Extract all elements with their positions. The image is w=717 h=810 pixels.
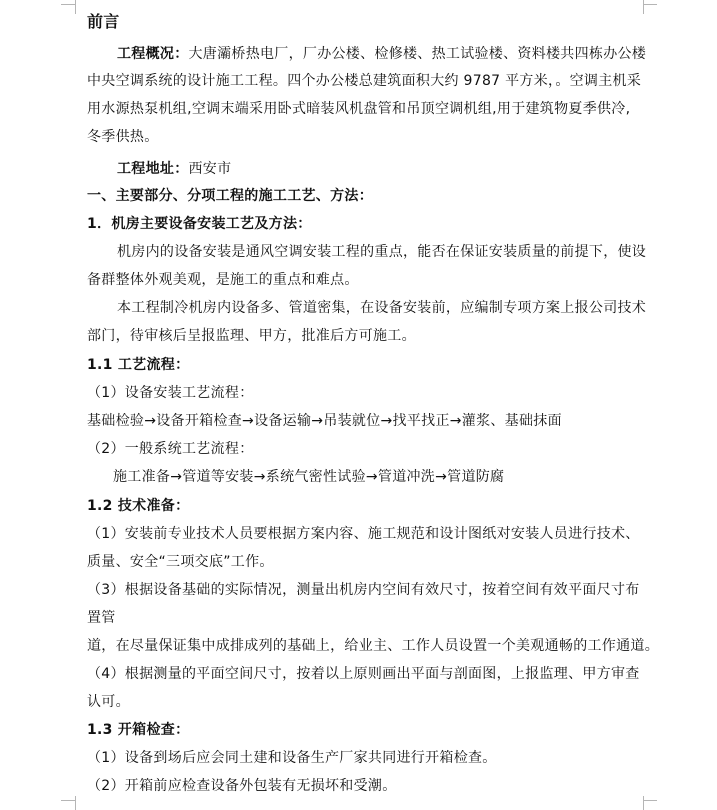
s12-item-4-line-1: （4）根据测量的平面空间尺寸，按着以上原则画出平面与剖面图，上报监理、甲方审查 [87, 666, 640, 682]
flow2-step: 施工准备 [113, 469, 171, 485]
address-value: 西安市 [188, 161, 232, 177]
overview-text-1: 大唐灞桥热电厂，厂办公楼、检修楼、热工试验楼、资料楼共四栋办公楼 [188, 46, 647, 62]
flow1-step: 设备开箱检查 [156, 413, 243, 429]
arrow-icon: → [380, 413, 393, 429]
flow1-step: 吊装就位 [323, 413, 381, 429]
flow1-step: 灌浆、基础抹面 [461, 413, 562, 429]
subsection-1-3-heading: 1.3 开箱检查： [87, 722, 190, 738]
s1-paragraph-2-line-2: 部门，待审核后呈报监理、甲方，批准后方可施工。 [87, 328, 416, 344]
s12-item-1-line-1: （1）安装前专业技术人员要根据方案内容、施工规范和设计图纸对安装人员进行技术、 [87, 526, 640, 542]
flow1-step: 基础检验 [87, 413, 145, 429]
flow2-step: 管道冲洗 [377, 469, 436, 485]
s11-item-1: （1）设备安装工艺流程： [87, 385, 254, 401]
flow1-step: 设备运输 [254, 413, 312, 429]
arrow-icon: → [435, 469, 448, 485]
overview-label: 工程概况： [117, 46, 189, 62]
crop-mark-bottom-right-h [643, 800, 657, 801]
address-label: 工程地址： [117, 161, 189, 177]
flow2-step: 管道防腐 [447, 469, 505, 485]
subsection-1-2-heading: 1.2 技术准备： [87, 498, 190, 514]
crop-mark-bottom-right-v [643, 796, 644, 810]
flow2-step: 系统气密性试验 [265, 469, 366, 485]
arrow-icon: → [144, 413, 157, 429]
section-1-heading: 一、主要部分、分项工程的施工工艺、方法： [87, 188, 373, 204]
page-title: 前言 [87, 12, 120, 31]
overview-line-4: 冬季供热。 [87, 129, 159, 145]
s12-item-3-line-1: （3）根据设备基础的实际情况，测量出机房内空间有效尺寸，按着空间有效平面尺寸布 [87, 582, 640, 598]
flow2-step: 管道等安装 [182, 469, 254, 485]
flow1-step: 找平找正 [392, 413, 450, 429]
arrow-icon: → [170, 469, 183, 485]
arrow-icon: → [449, 413, 462, 429]
s1-paragraph-2-line-1: 本工程制冷机房内设备多、管道密集，在设备安装前，应编制专项方案上报公司技术 [117, 300, 647, 316]
s11-item-2: （2）一般系统工艺流程： [87, 441, 254, 457]
arrow-icon: → [242, 413, 255, 429]
s13-item-1: （1）设备到场后应会同土建和设备生产厂家共同进行开箱检查。 [87, 750, 497, 766]
s1-paragraph-1-line-2: 备群整体外观美观，是施工的重点和难点。 [87, 272, 359, 288]
s12-item-4-line-2: 认可。 [87, 694, 130, 710]
overview-line-2: 中央空调系统的设计施工工程。四个办公楼总建筑面积大约 9787 平方米，。空调主机采 [87, 73, 642, 89]
crop-mark-top-left-h [61, 4, 75, 5]
crop-mark-top-left-v [75, 0, 76, 14]
s12-item-3-line-3: 道，在尽量保证集中成排成列的基础上，给业主、工作人员设置一个美观通畅的工作通道。 [87, 638, 659, 654]
s11-flow-2 [113, 468, 504, 486]
s12-item-3-line-2: 置管 [87, 610, 116, 626]
arrow-icon: → [253, 469, 266, 485]
crop-mark-top-right-h [643, 4, 657, 5]
overview-line-3: 用水源热泵机组,空调末端采用卧式暗装风机盘管和吊顶空调机组,用于建筑物夏季供冷, [87, 101, 631, 117]
crop-mark-top-right-v [643, 0, 644, 14]
arrow-icon: → [365, 469, 378, 485]
s12-item-1-line-2: 质量、安全“三项交底”工作。 [87, 554, 274, 570]
crop-mark-bottom-left-h [61, 800, 75, 801]
s1-paragraph-1-line-1: 机房内的设备安装是通风空调安装工程的重点，能否在保证安装质量的前提下，使设 [117, 244, 647, 260]
s13-item-2: （2）开箱前应检查设备外包装有无损坏和受潮。 [87, 778, 397, 794]
crop-mark-bottom-left-v [75, 796, 76, 810]
s11-flow-1 [87, 412, 562, 430]
overview-line-1 [117, 45, 646, 63]
section-1-1-heading: 1．机房主要设备安装工艺及方法： [87, 216, 312, 232]
address-line [117, 160, 231, 178]
subsection-1-1-heading: 1.1 工艺流程： [87, 357, 190, 373]
arrow-icon: → [311, 413, 324, 429]
